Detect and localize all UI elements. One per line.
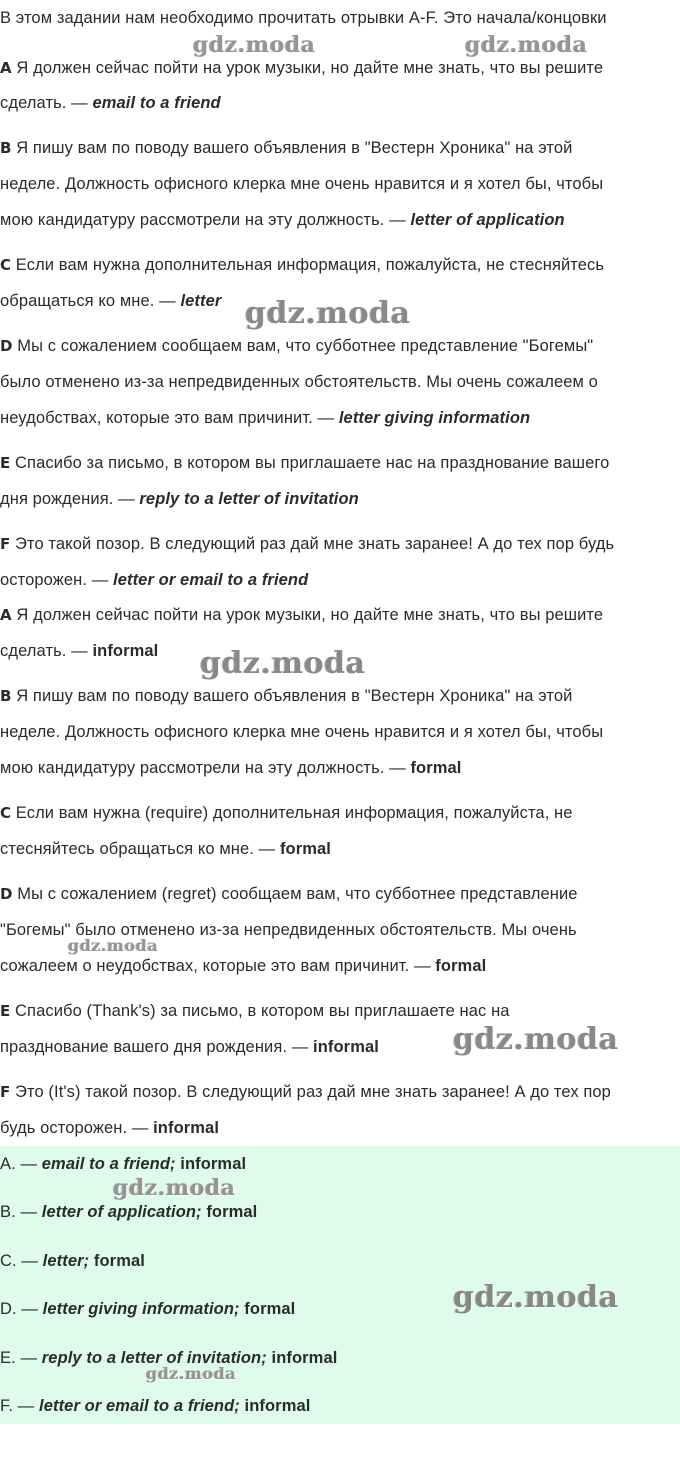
p2-a-text1: Я должен сейчас пойти на урок музыки, но дайте мне знать, что вы решите: [11, 606, 604, 624]
watermark: gdz.moda: [193, 32, 316, 58]
p1-f-answer: letter or email to a friend: [113, 571, 309, 589]
answer-b-style: formal: [201, 1203, 258, 1221]
p2-a-line2: [0, 640, 158, 662]
p1-b-letter: B: [0, 139, 12, 157]
watermark: gdz.moda: [113, 1175, 236, 1201]
p1-a-letter: A: [0, 59, 12, 77]
p1-c-line2: [0, 290, 221, 312]
p1-b-line2: неделе. Должность офисного клерка мне очень нравится и я хотел бы, чтобы: [0, 175, 604, 193]
p2-b-letter: B: [0, 687, 12, 705]
answer-row-c: [0, 1250, 145, 1272]
watermark: gdz.moda: [68, 936, 159, 955]
p2-e-text2: празднование вашего дня рождения. —: [0, 1038, 314, 1056]
p2-b-answer: formal: [410, 759, 462, 777]
p1-d-line1: [0, 335, 593, 357]
p1-f-text2: осторожен. —: [0, 571, 114, 589]
p2-e-line2: [0, 1036, 379, 1058]
p1-d-answer: letter giving information: [338, 409, 531, 427]
answer-b-type: letter of application;: [41, 1203, 202, 1221]
p2-a-answer: informal: [92, 642, 159, 660]
answer-row-d: [0, 1298, 295, 1320]
answer-f-prefix: F. —: [0, 1397, 40, 1415]
p1-c-answer: letter: [180, 292, 222, 310]
p1-a-text1: Я должен сейчас пойти на урок музыки, но дайте мне знать, что вы решите: [11, 59, 604, 77]
p1-e-letter: E: [0, 454, 11, 472]
answer-b-prefix: B. —: [0, 1203, 42, 1221]
p1-a-line2: [0, 92, 221, 114]
watermark: gdz.moda: [200, 646, 366, 681]
p2-c-text1: Если вам нужна (require) дополнительная информация, пожалуйста, не: [11, 804, 573, 822]
p2-e-letter: E: [0, 1002, 11, 1020]
p2-f-line2: [0, 1117, 219, 1139]
p1-f-letter: F: [0, 535, 11, 553]
p1-e-line1: [0, 452, 609, 474]
p1-c-text1: Если вам нужна дополнительная информация, пожалуйста, не стесняйтесь: [11, 256, 605, 274]
answer-c-prefix: C. —: [0, 1252, 43, 1270]
answer-f-style: informal: [239, 1397, 311, 1415]
answer-a-prefix: A. —: [0, 1155, 42, 1173]
p2-f-answer: informal: [153, 1119, 220, 1137]
p1-b-text1: Я пишу вам по поводу вашего объявления в "Вестерн Хроника" на этой: [11, 139, 573, 157]
watermark: gdz.moda: [146, 1364, 237, 1383]
p2-d-text1: Мы с сожалением (regret) сообщаем вам, что субботнее представление: [12, 885, 578, 903]
p2-a-line1: [0, 604, 603, 626]
p2-b-line3: [0, 757, 461, 779]
answer-c-type: letter;: [42, 1252, 90, 1270]
p2-b-text1: Я пишу вам по поводу вашего объявления в "Вестерн Хроника" на этой: [11, 687, 573, 705]
p1-a-line1: [0, 57, 603, 79]
p1-b-line1: [0, 137, 573, 159]
answer-e-prefix: E. —: [0, 1349, 42, 1367]
p1-e-answer: reply to a letter of invitation: [139, 490, 359, 508]
answer-d-style: formal: [239, 1300, 296, 1318]
p2-b-line2: неделе. Должность офисного клерка мне очень нравится и я хотел бы, чтобы: [0, 723, 604, 741]
answer-a-type: email to a friend;: [41, 1155, 176, 1173]
p2-d-line3: [0, 955, 486, 977]
p1-e-text1: Спасибо за письмо, в котором вы приглашаете нас на празднование вашего: [10, 454, 610, 472]
p2-f-line1: [0, 1081, 611, 1103]
p1-d-letter: D: [0, 337, 13, 355]
p2-d-letter: D: [0, 885, 13, 903]
p1-b-line3: [0, 209, 565, 231]
p2-d-line2: "Богемы" было отменено из-за непредвиденных обстоятельств. Мы очень: [0, 921, 577, 939]
p1-b-text3: мою кандидатуру рассмотрели на эту должность. —: [0, 211, 411, 229]
p2-b-line1: [0, 685, 573, 707]
p1-f-line1: [0, 533, 614, 555]
p2-c-text2: стесняйтесь обращаться ко мне. —: [0, 840, 280, 858]
intro-text: В этом задании нам необходимо прочитать отрывки A-F. Это начала/концовки: [0, 9, 607, 27]
p2-d-line1: [0, 883, 578, 905]
p2-f-letter: F: [0, 1083, 11, 1101]
p2-e-answer: informal: [313, 1038, 379, 1056]
answer-a-style: informal: [175, 1155, 247, 1173]
answer-row-a: [0, 1153, 246, 1175]
p1-c-text2: обращаться ко мне. —: [0, 292, 181, 310]
p1-d-line3: [0, 407, 530, 429]
p1-b-answer: letter of application: [410, 211, 565, 229]
p1-a-text2: сделать. —: [0, 94, 93, 112]
answer-e-style: informal: [266, 1349, 338, 1367]
p1-d-text3: неудобствах, которые это вам причинит. —: [0, 409, 339, 427]
p2-a-letter: A: [0, 606, 12, 624]
p2-f-text2: будь осторожен. —: [0, 1119, 154, 1137]
p2-b-text3: мою кандидатуру рассмотрели на эту должность. —: [0, 759, 411, 777]
p1-f-line2: [0, 569, 308, 591]
answer-row-b: [0, 1201, 257, 1223]
p2-f-text1: Это (It's) такой позор. В следующий раз дай мне знать заранее! А до тех пор: [10, 1083, 611, 1101]
p1-e-text2: дня рождения. —: [0, 490, 140, 508]
watermark: gdz.moda: [453, 1022, 619, 1057]
watermark: gdz.moda: [465, 32, 588, 58]
answer-d-prefix: D. —: [0, 1300, 43, 1318]
p2-c-line2: [0, 838, 331, 860]
answer-e-type: reply to a letter of invitation;: [41, 1349, 267, 1367]
answer-c-style: formal: [89, 1252, 145, 1270]
p2-e-line1: [0, 1000, 510, 1022]
watermark: gdz.moda: [245, 296, 411, 331]
watermark: gdz.moda: [453, 1280, 619, 1315]
p2-d-answer: formal: [435, 957, 487, 975]
p2-c-answer: formal: [279, 840, 331, 858]
p1-d-line2: было отменено из-за непредвиденных обстоятельств. Мы очень сожалеем о: [0, 373, 598, 391]
p2-e-text1: Спасибо (Thank's) за письмо, в котором вы приглашаете нас на: [10, 1002, 510, 1020]
answer-f-type: letter or email to a friend;: [39, 1397, 240, 1415]
p2-a-text2: сделать. —: [0, 642, 93, 660]
p1-c-letter: C: [0, 256, 12, 274]
answer-row-f: [0, 1395, 310, 1417]
p2-c-line1: [0, 802, 573, 824]
p1-c-line1: [0, 254, 604, 276]
p1-f-text1: Это такой позор. В следующий раз дай мне знать заранее! А до тех пор будь: [10, 535, 615, 553]
answer-d-type: letter giving information;: [42, 1300, 240, 1318]
p1-a-answer: email to a friend: [92, 94, 221, 112]
p1-d-text1: Мы с сожалением сообщаем вам, что субботнее представление "Богемы": [12, 337, 594, 355]
p1-e-line2: [0, 488, 359, 510]
p2-c-letter: C: [0, 804, 12, 822]
p2-d-text3: сожалеем о неудобствах, которые это вам причинит. —: [0, 957, 436, 975]
